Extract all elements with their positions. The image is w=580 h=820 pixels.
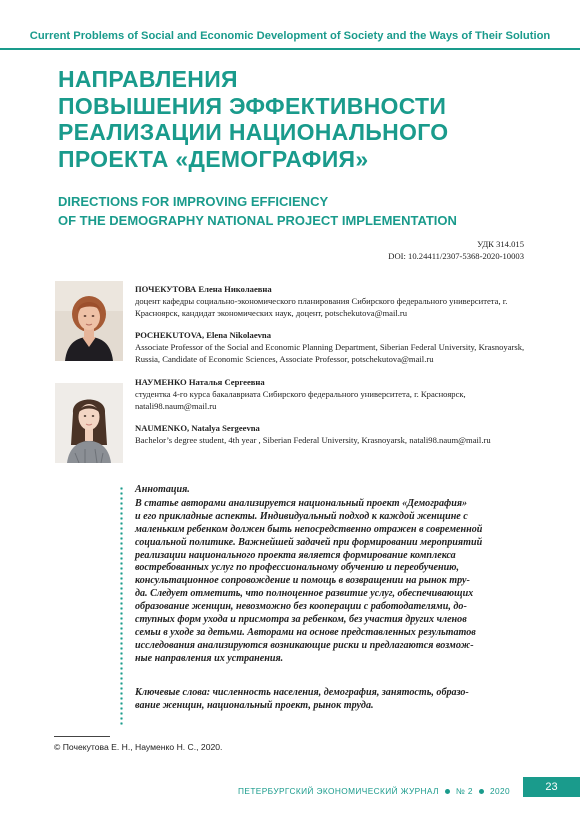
abstract-line: исследования анализируются возникающие риски и предлагаются возмож- [135,639,474,651]
issue-year: 2020 [489,786,510,796]
abstract-line: маленьким ребенком должен быть непосредственно отражен в современной [135,523,483,535]
author-name-ru: НАУМЕНКО Наталья Сергеевна [135,377,265,387]
abstract-heading: Аннотация. [135,484,190,495]
author-info-2 [135,376,527,446]
udc-code: УДК 314.015 [477,239,524,249]
udc-doi-block [388,238,524,262]
title-russian [58,66,528,172]
journal-name: ПЕТЕРБУРГСКИЙ ЭКОНОМИЧЕСКИЙ ЖУРНАЛ [238,786,439,796]
author-name-en: POCHEKUTOVA, Elena Nikolaevna [135,330,272,340]
author-photo-naumenko [55,383,123,463]
abstract-line: образование женщин, невозможно без кооперации с работодателями, до- [135,601,467,613]
abstract-line: семьи в уходе за детьми. Авторами на основе представленных результатов [135,626,476,638]
title-english [58,192,528,230]
title-ru-line: РЕАЛИЗАЦИИ НАЦИОНАЛЬНОГО [58,119,449,145]
title-ru-line: ПОВЫШЕНИЯ ЭФФЕКТИВНОСТИ [58,92,447,119]
abstract [135,484,527,666]
author-desc-ru: доцент кафедры социально-экономического планирования Сибирского федерального университета, г. Красноярск, кандидат экономических наук, доцент, potschekutova@mail.ru [135,296,508,318]
author-name-ru: ПОЧЕКУТОВА Елена Николаевна [135,284,272,294]
page-number: 23 [523,777,580,797]
abstract-line: ступных форм ухода и присмотра за ребенком, без участия других членов [135,614,467,626]
header-rule [0,48,580,50]
copyright-note: © Почекутова Е. Н., Науменко Н. С., 2020. [54,742,223,752]
footnote-rule [54,736,110,737]
issue-number: № 2 [455,786,473,796]
running-head: Current Problems of Social and Economic Development of Society and the Ways of Their Solution [29,30,551,42]
title-en-line: DIRECTIONS FOR IMPROVING EFFICIENCY [58,194,329,209]
author-desc-ru: студентка 4-го курса бакалавриата Сибирского федерального университета, г. Красноярск, natali98.naum@mail.ru [135,389,466,411]
abstract-line: социальной политике. Важнейшей задачей при формировании мероприятий [135,536,483,548]
abstract-line: да. Следует отметить, что полноценное развитие услуг, обеспечивающих [135,588,474,600]
keywords-line: вание женщин, национальный проект, рынок труда. [135,699,374,711]
keywords-line: Ключевые слова: численность населения, демография, занятость, образо- [135,687,469,698]
bullet-icon [445,789,450,794]
title-ru-line: НАПРАВЛЕНИЯ [58,66,238,92]
journal-footer [238,786,510,796]
dotted-rule [120,486,123,726]
abstract-line: и его прикладные аспекты. Индивидуальный подход к каждой женщине с [135,510,468,522]
author-desc-en: Associate Professor of the Social and Economic Planning Department, Siberian Federal University, Krasnoyarsk, Russia, Candidate of Economic Sciences, Associate Professor, potschekutova@mail.ru [135,342,525,364]
abstract-line: В статье авторами анализируется национальный проект «Демография» [135,497,468,509]
abstract-section [120,484,526,726]
author-photo-pochekutova [55,281,123,361]
bullet-icon [479,789,484,794]
keywords [135,687,527,713]
doi-link[interactable]: DOI: 10.24411/2307-5368-2020-10003 [388,251,524,261]
author-info-1 [135,283,527,365]
abstract-line: ные направления их устранения. [135,652,284,664]
abstract-line: востребованных услуг по профессиональному обучению и переобучению, [135,562,460,574]
author-name-en: NAUMENKO, Natalya Sergeevna [135,423,260,433]
title-en-line: OF THE DEMOGRAPHY NATIONAL PROJECT IMPLEMENTATION [58,213,457,228]
abstract-line: консультационное сопровождение и помощь в возвращении на рынок тру- [135,575,470,587]
title-ru-line: ПРОЕКТА «ДЕМОГРАФИЯ» [58,145,369,172]
abstract-line: реализации национального проекта является формирование комплекса [135,549,456,561]
author-desc-en: Bachelor’s degree student, 4th year , Siberian Federal University, Krasnoyarsk, natali98.naum@mail.ru [135,435,491,445]
